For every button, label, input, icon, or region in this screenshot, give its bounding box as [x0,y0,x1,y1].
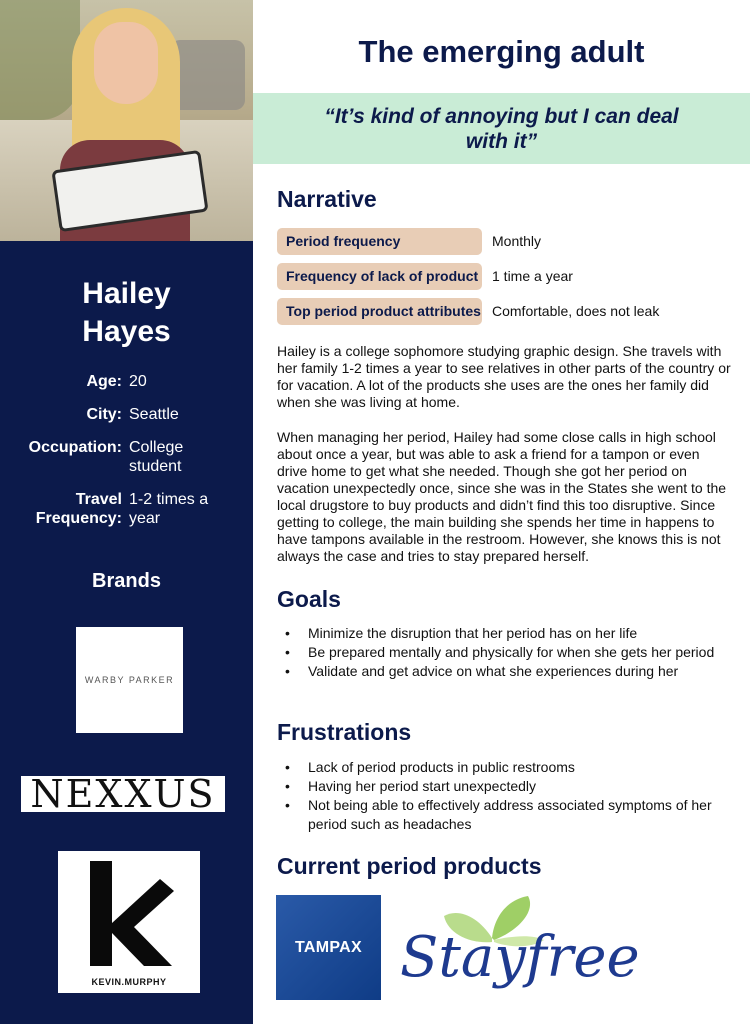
attribute-value: Comfortable, does not leak [492,303,660,319]
persona-sidebar: Hailey Hayes Age: 20 City: Seattle Occupation: College student Travel Frequency: 1-2 times a year Brands WARBY PARKER NEXXUS KEVIN.MURPHY [0,0,253,1024]
goals-heading: Goals [277,586,341,612]
brand-logo-kevin-murphy: KEVIN.MURPHY [58,851,200,993]
products-heading: Current period products [277,853,542,879]
list-item: • Not being able to effectively address associated symptoms of her period such as headaches [285,796,725,834]
brand-logo-warby-parker: WARBY PARKER [76,627,183,733]
brands-title: Brands [92,570,161,592]
list-item: • Be prepared mentally and physically for when she gets her period [285,643,725,662]
narrative-paragraph: When managing her period, Hailey had some close calls in high school about once a year, but was able to ask a friend for a tampon or even drive home to get what she needed. Though she got her period on vacation unexpectedly once, since she was in the States she went to the local drugstore to buy products and didn’t find this too disruptive. Since getting to college, the main building she spends her time in happens to have tampons available in the restroom. However, she knows this is not always the case and tries to stay prepared herself. [277,429,727,564]
list-item: • Having her period start unexpectedly [285,777,725,796]
product-logo-stayfree: Stayfree [400,890,630,1005]
narrative-paragraph: Hailey is a college sophomore studying graphic design. She travels with her family 1-2 times a year to see relatives in other parts of the country or for vacation. A lot of the products she uses are the ones her family did when she was living at home. [277,343,731,410]
persona-photo [0,0,253,241]
attribute-row [277,228,747,255]
attribute-row [277,298,747,325]
list-item: • Validate and get advice on what she experiences during her [285,662,725,681]
page-title: The emerging adult [358,34,645,69]
attribute-value: 1 time a year [492,268,573,284]
attribute-label: Top period product attributes [277,298,482,325]
persona-quote: “It’s kind of annoying but I can deal with it” [253,93,750,164]
attribute-value: Monthly [492,233,542,249]
frustrations-list [285,758,725,834]
list-item: • Lack of period products in public restrooms [285,758,725,777]
list-item: • Minimize the disruption that her period has on her life [285,624,725,643]
brand-logo-nexxus: NEXXUS [21,776,225,812]
attribute-label: Period frequency [277,228,482,255]
persona-name: Hailey Hayes [82,277,171,348]
narrative-heading: Narrative [277,186,377,212]
attribute-row [277,263,747,290]
goals-list [285,624,725,681]
attribute-label: Frequency of lack of product [277,263,482,290]
frustrations-heading: Frustrations [277,719,412,745]
product-logo-tampax: TAMPAX [276,895,381,1000]
